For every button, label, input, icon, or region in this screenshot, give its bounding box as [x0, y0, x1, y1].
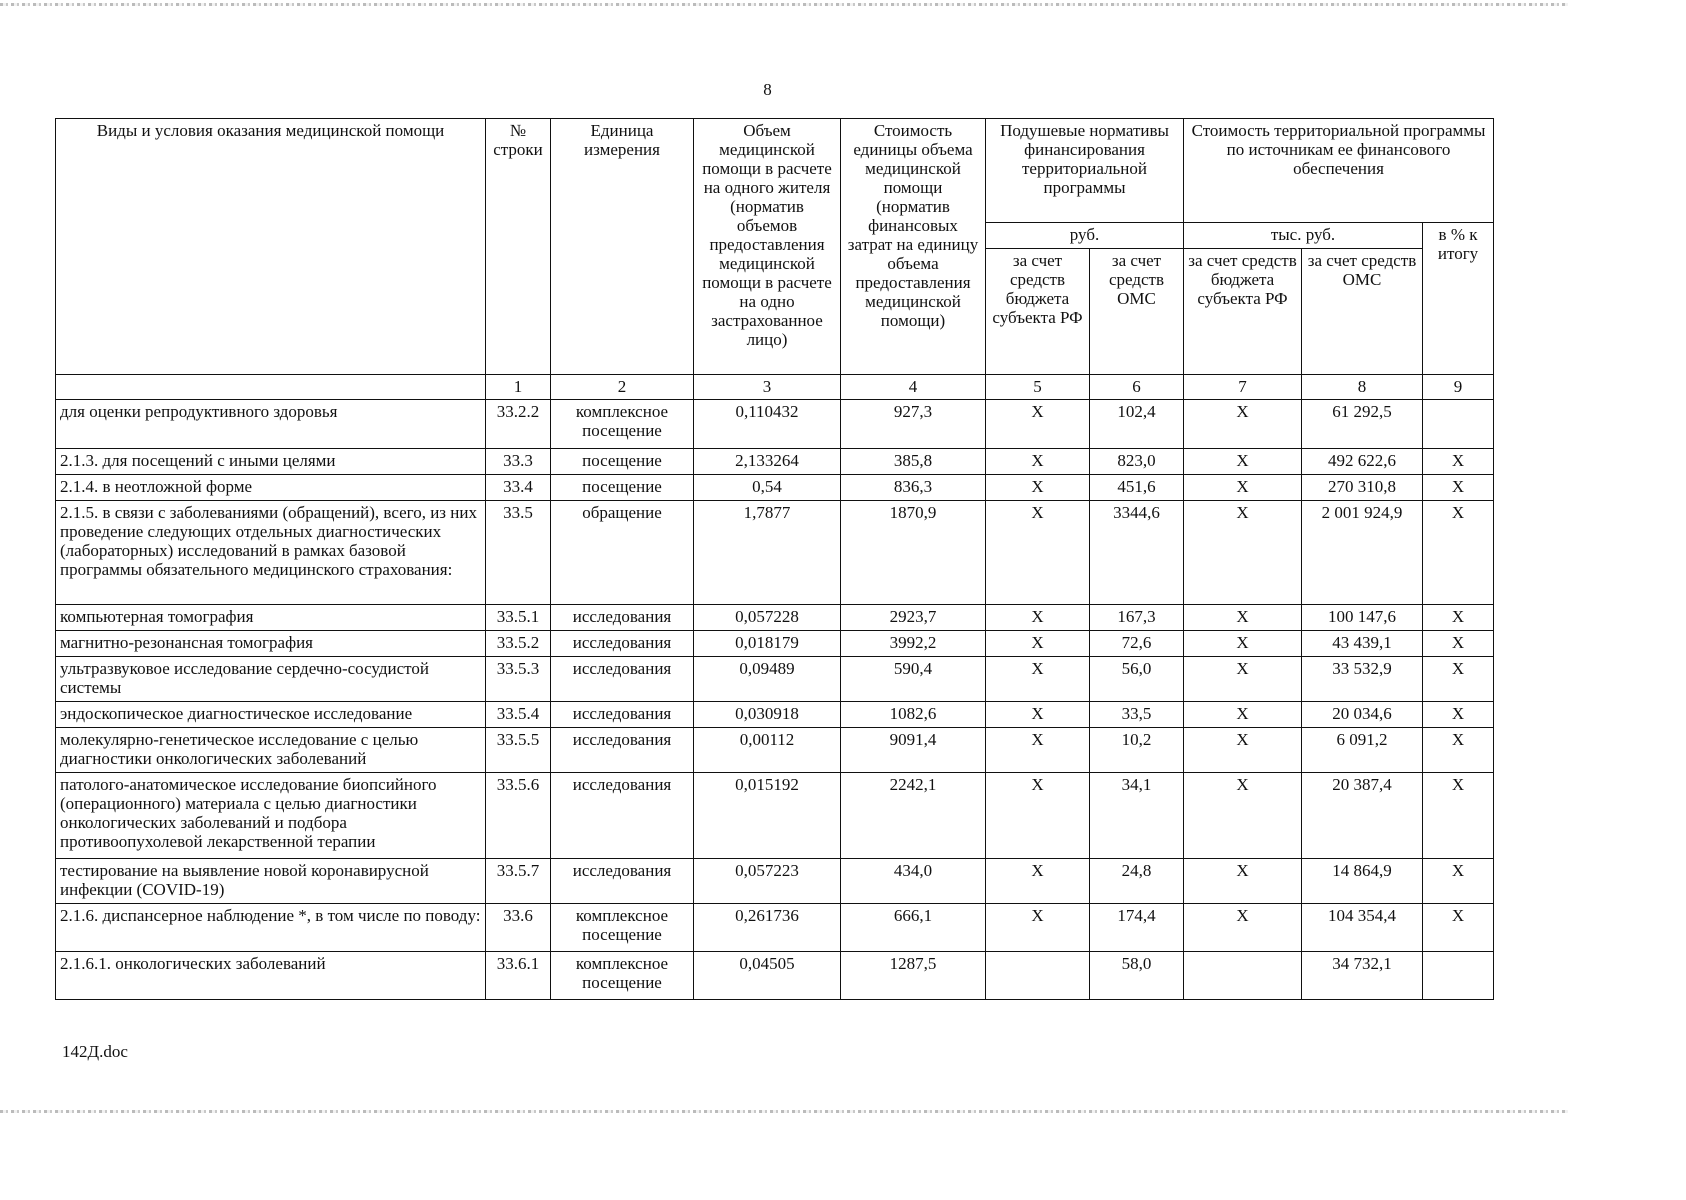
header-program-cost: Стоимость территориальной программы по источникам ее финансового обеспечения — [1184, 119, 1494, 223]
row-name: 2.1.6. диспансерное наблюдение *, в том числе по поводу: — [56, 904, 486, 952]
row-budget-thous: X — [1184, 702, 1302, 728]
row-volume: 0,015192 — [694, 773, 841, 859]
row-oms-thous: 2 001 924,9 — [1302, 501, 1423, 605]
table-row — [56, 449, 1494, 475]
row-cost: 385,8 — [841, 449, 986, 475]
table-row — [56, 475, 1494, 501]
header-pct-total: в % к итогу — [1423, 223, 1494, 375]
row-name: 2.1.4. в неотложной форме — [56, 475, 486, 501]
row-oms-rub: 823,0 — [1090, 449, 1184, 475]
footer-filename: 142Д.doc — [62, 1042, 128, 1061]
row-volume: 0,057223 — [694, 859, 841, 904]
table-row — [56, 904, 1494, 952]
row-budget-rub: X — [986, 702, 1090, 728]
row-unit: исследования — [551, 859, 694, 904]
row-budget-rub: X — [986, 475, 1090, 501]
table-row — [56, 605, 1494, 631]
scan-edge-top — [0, 3, 1568, 6]
column-number-row — [56, 375, 1494, 400]
row-budget-rub: X — [986, 400, 1090, 449]
row-volume: 0,00112 — [694, 728, 841, 773]
header-percapita: Подушевые нормативы финансирования территориальной программы — [986, 119, 1184, 223]
row-cost: 1287,5 — [841, 952, 986, 1000]
header-unit: Единица измерения — [551, 119, 694, 375]
table-row — [56, 501, 1494, 605]
row-unit: исследования — [551, 605, 694, 631]
row-cost: 2242,1 — [841, 773, 986, 859]
row-unit: исследования — [551, 702, 694, 728]
header-volume: Объем медицинской помощи в расчете на одного жителя (норматив объемов предоставления медицинской помощи в расчете на одно застрахованное лицо) — [694, 119, 841, 375]
table-row — [56, 400, 1494, 449]
table-row — [56, 631, 1494, 657]
row-pct-total: X — [1423, 631, 1494, 657]
table-row — [56, 702, 1494, 728]
row-pct-total — [1423, 952, 1494, 1000]
row-cost: 434,0 — [841, 859, 986, 904]
row-cost: 927,3 — [841, 400, 986, 449]
row-budget-thous: X — [1184, 904, 1302, 952]
row-budget-rub: X — [986, 449, 1090, 475]
row-budget-thous: X — [1184, 631, 1302, 657]
row-unit: посещение — [551, 475, 694, 501]
row-name: 2.1.5. в связи с заболеваниями (обращений), всего, из них проведение следующих отдельных диагностических (лабораторных) исследований в рамках базовой программы обязательного медицинского страхования: — [56, 501, 486, 605]
row-number: 33.3 — [486, 449, 551, 475]
row-budget-rub: X — [986, 605, 1090, 631]
row-budget-thous: X — [1184, 728, 1302, 773]
row-oms-thous: 6 091,2 — [1302, 728, 1423, 773]
row-oms-rub: 34,1 — [1090, 773, 1184, 859]
row-number: 33.5.5 — [486, 728, 551, 773]
column-number: 3 — [694, 375, 841, 400]
row-number: 33.6.1 — [486, 952, 551, 1000]
row-unit: исследования — [551, 728, 694, 773]
row-cost: 3992,2 — [841, 631, 986, 657]
row-oms-rub: 174,4 — [1090, 904, 1184, 952]
row-number: 33.2.2 — [486, 400, 551, 449]
row-unit: комплексное посещение — [551, 904, 694, 952]
row-unit: комплексное посещение — [551, 952, 694, 1000]
row-oms-rub: 451,6 — [1090, 475, 1184, 501]
row-pct-total: X — [1423, 702, 1494, 728]
row-oms-rub: 3344,6 — [1090, 501, 1184, 605]
row-volume: 0,04505 — [694, 952, 841, 1000]
row-number: 33.5.2 — [486, 631, 551, 657]
row-volume: 0,057228 — [694, 605, 841, 631]
row-number: 33.4 — [486, 475, 551, 501]
row-volume: 0,54 — [694, 475, 841, 501]
column-number-blank — [56, 375, 486, 400]
row-name: магнитно-резонансная томография — [56, 631, 486, 657]
row-oms-rub: 102,4 — [1090, 400, 1184, 449]
header-oms-2: за счет средств ОМС — [1302, 249, 1423, 375]
row-oms-thous: 20 387,4 — [1302, 773, 1423, 859]
row-oms-rub: 167,3 — [1090, 605, 1184, 631]
row-name: тестирование на выявление новой коронавирусной инфекции (COVID-19) — [56, 859, 486, 904]
row-cost: 836,3 — [841, 475, 986, 501]
row-budget-thous: X — [1184, 475, 1302, 501]
table-row — [56, 952, 1494, 1000]
header-thous-rub: тыс. руб. — [1184, 223, 1423, 249]
row-number: 33.5.6 — [486, 773, 551, 859]
row-budget-thous: X — [1184, 605, 1302, 631]
row-budget-rub — [986, 952, 1090, 1000]
row-oms-thous: 492 622,6 — [1302, 449, 1423, 475]
header-cost: Стоимость единицы объема медицинской помощи (норматив финансовых затрат на единицу объема предоставления медицинской помощи) — [841, 119, 986, 375]
medical-care-table — [55, 118, 1494, 1000]
table-row — [56, 728, 1494, 773]
column-number: 9 — [1423, 375, 1494, 400]
row-budget-rub: X — [986, 501, 1090, 605]
row-name: 2.1.6.1. онкологических заболеваний — [56, 952, 486, 1000]
row-name: для оценки репродуктивного здоровья — [56, 400, 486, 449]
row-oms-rub: 10,2 — [1090, 728, 1184, 773]
column-number: 5 — [986, 375, 1090, 400]
row-oms-rub: 56,0 — [1090, 657, 1184, 702]
row-budget-rub: X — [986, 728, 1090, 773]
row-name: ультразвуковое исследование сердечно-сосудистой системы — [56, 657, 486, 702]
row-budget-rub: X — [986, 773, 1090, 859]
row-cost: 2923,7 — [841, 605, 986, 631]
header-types: Виды и условия оказания медицинской помощи — [56, 119, 486, 375]
row-unit: исследования — [551, 631, 694, 657]
header-budget: за счет средств бюджета субъекта РФ — [986, 249, 1090, 375]
table-row — [56, 859, 1494, 904]
row-budget-thous: X — [1184, 859, 1302, 904]
column-number: 2 — [551, 375, 694, 400]
row-unit: комплексное посещение — [551, 400, 694, 449]
row-pct-total: X — [1423, 728, 1494, 773]
row-budget-thous: X — [1184, 449, 1302, 475]
row-volume: 2,133264 — [694, 449, 841, 475]
row-pct-total: X — [1423, 501, 1494, 605]
row-unit: исследования — [551, 657, 694, 702]
row-name: молекулярно-генетическое исследование с целью диагностики онкологических заболеваний — [56, 728, 486, 773]
row-oms-thous: 33 532,9 — [1302, 657, 1423, 702]
row-volume: 0,110432 — [694, 400, 841, 449]
row-oms-thous: 61 292,5 — [1302, 400, 1423, 449]
row-pct-total: X — [1423, 475, 1494, 501]
row-volume: 0,030918 — [694, 702, 841, 728]
row-pct-total: X — [1423, 605, 1494, 631]
row-cost: 590,4 — [841, 657, 986, 702]
row-pct-total: X — [1423, 859, 1494, 904]
row-oms-rub: 33,5 — [1090, 702, 1184, 728]
scan-edge-bottom — [0, 1110, 1568, 1113]
row-cost: 9091,4 — [841, 728, 986, 773]
row-oms-thous: 14 864,9 — [1302, 859, 1423, 904]
page-number: 8 — [763, 80, 772, 99]
row-pct-total: X — [1423, 449, 1494, 475]
row-oms-rub: 24,8 — [1090, 859, 1184, 904]
row-name: эндоскопическое диагностическое исследование — [56, 702, 486, 728]
row-number: 33.5.3 — [486, 657, 551, 702]
column-number: 8 — [1302, 375, 1423, 400]
header-row-no: № строки — [486, 119, 551, 375]
row-budget-thous: X — [1184, 400, 1302, 449]
row-budget-rub: X — [986, 859, 1090, 904]
row-budget-thous: X — [1184, 657, 1302, 702]
table-row — [56, 657, 1494, 702]
row-pct-total — [1423, 400, 1494, 449]
row-unit: исследования — [551, 773, 694, 859]
row-pct-total: X — [1423, 657, 1494, 702]
row-oms-rub: 58,0 — [1090, 952, 1184, 1000]
header-budget-2: за счет средств бюджета субъекта РФ — [1184, 249, 1302, 375]
row-volume: 0,018179 — [694, 631, 841, 657]
row-budget-rub: X — [986, 904, 1090, 952]
row-name: компьютерная томография — [56, 605, 486, 631]
row-number: 33.5.4 — [486, 702, 551, 728]
table-header — [56, 119, 1494, 375]
row-unit: посещение — [551, 449, 694, 475]
row-budget-rub: X — [986, 657, 1090, 702]
row-cost: 666,1 — [841, 904, 986, 952]
row-oms-thous: 104 354,4 — [1302, 904, 1423, 952]
table-row — [56, 773, 1494, 859]
column-number: 4 — [841, 375, 986, 400]
row-volume: 0,261736 — [694, 904, 841, 952]
row-budget-thous: X — [1184, 773, 1302, 859]
row-oms-thous: 100 147,6 — [1302, 605, 1423, 631]
row-budget-thous — [1184, 952, 1302, 1000]
row-oms-thous: 43 439,1 — [1302, 631, 1423, 657]
column-number: 7 — [1184, 375, 1302, 400]
row-name: 2.1.3. для посещений с иными целями — [56, 449, 486, 475]
row-number: 33.6 — [486, 904, 551, 952]
row-unit: обращение — [551, 501, 694, 605]
row-number: 33.5 — [486, 501, 551, 605]
row-number: 33.5.7 — [486, 859, 551, 904]
row-cost: 1082,6 — [841, 702, 986, 728]
row-pct-total: X — [1423, 904, 1494, 952]
row-oms-thous: 20 034,6 — [1302, 702, 1423, 728]
row-oms-rub: 72,6 — [1090, 631, 1184, 657]
column-number: 6 — [1090, 375, 1184, 400]
table-body — [56, 400, 1494, 1000]
row-pct-total: X — [1423, 773, 1494, 859]
row-volume: 0,09489 — [694, 657, 841, 702]
row-budget-rub: X — [986, 631, 1090, 657]
row-oms-thous: 34 732,1 — [1302, 952, 1423, 1000]
row-cost: 1870,9 — [841, 501, 986, 605]
row-budget-thous: X — [1184, 501, 1302, 605]
header-rub: руб. — [986, 223, 1184, 249]
row-name: патолого-анатомическое исследование биопсийного (операционного) материала с целью диагностики онкологических заболеваний и подбора противоопухолевой лекарственной терапии — [56, 773, 486, 859]
header-oms: за счет средств ОМС — [1090, 249, 1184, 375]
column-number: 1 — [486, 375, 551, 400]
row-oms-thous: 270 310,8 — [1302, 475, 1423, 501]
row-number: 33.5.1 — [486, 605, 551, 631]
row-volume: 1,7877 — [694, 501, 841, 605]
